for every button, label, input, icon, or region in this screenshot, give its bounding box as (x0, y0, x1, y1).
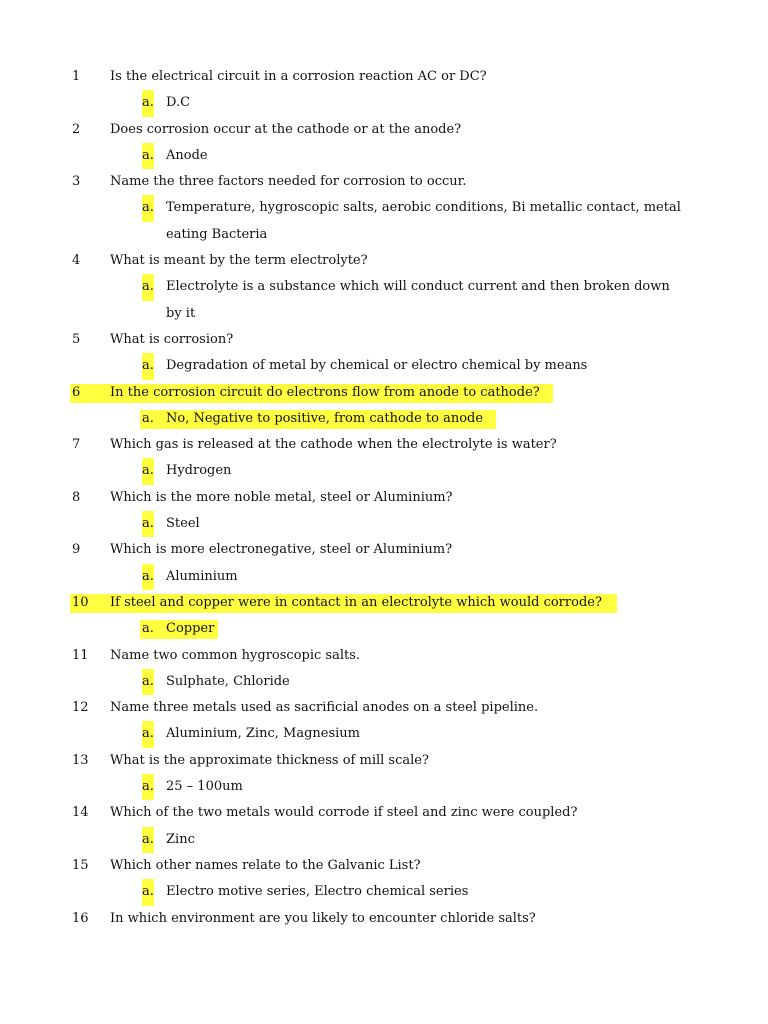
question-text: Which gas is released at the cathode when the electrolyte is water? (110, 437, 557, 453)
question-number: 8 (72, 489, 81, 505)
answer-marker: a. (142, 827, 154, 853)
question-number: 9 (72, 542, 81, 558)
question-row (0, 537, 768, 563)
question-row (0, 906, 768, 932)
question-text: Name three metals used as sacrificial anodes on a steel pipeline. (110, 700, 539, 716)
answer-row (0, 195, 768, 221)
question-text: What is corrosion? (110, 331, 234, 347)
answer-marker: a. (142, 879, 154, 905)
answer-marker: a. (142, 511, 154, 537)
answer-marker: a. (142, 621, 154, 637)
answer-text-continued: eating Bacteria (166, 226, 268, 242)
question-number: 2 (72, 121, 81, 137)
question-number: 13 (72, 752, 89, 768)
question-number: 5 (72, 331, 81, 347)
question-number: 6 (72, 384, 81, 400)
question-text: In which environment are you likely to encounter chloride salts? (110, 910, 536, 926)
answer-text: Sulphate, Chloride (166, 673, 290, 689)
question-text: Does corrosion occur at the cathode or at the anode? (110, 121, 462, 137)
answer-text: Copper (166, 621, 215, 637)
question-number: 15 (72, 857, 89, 873)
question-text: Which is the more noble metal, steel or Aluminium? (110, 489, 453, 505)
answer-row (0, 564, 768, 590)
question-number: 7 (72, 437, 81, 453)
question-text: If steel and copper were in contact in an electrolyte which would corrode? (110, 594, 602, 610)
answer-marker: a. (142, 458, 154, 484)
question-number: 14 (72, 805, 89, 821)
question-number: 12 (72, 700, 89, 716)
answer-marker: a. (142, 143, 154, 169)
question-text: Is the electrical circuit in a corrosion reaction AC or DC? (110, 69, 487, 84)
answer-text: Hydrogen (166, 463, 232, 479)
question-row (0, 432, 768, 458)
question-number: 4 (72, 253, 81, 269)
question-number: 11 (72, 647, 89, 663)
question-row (0, 64, 768, 90)
question-text: Name two common hygroscopic salts. (110, 647, 361, 663)
answer-marker: a. (142, 721, 154, 747)
answer-marker: a. (142, 564, 154, 590)
question-text: Which is more electronegative, steel or Aluminium? (110, 542, 453, 558)
question-text: What is meant by the term electrolyte? (110, 253, 368, 269)
question-text: What is the approximate thickness of mill scale? (110, 752, 429, 768)
answer-row-highlighted (0, 406, 768, 432)
document-page (0, 64, 768, 932)
answer-marker: a. (142, 90, 154, 116)
question-row (0, 248, 768, 274)
answer-marker: a. (142, 274, 154, 300)
answer-continuation-row (0, 301, 768, 327)
answer-continuation-row (0, 222, 768, 248)
question-row (0, 169, 768, 195)
question-row-highlighted (0, 380, 768, 406)
answer-marker: a. (142, 774, 154, 800)
question-text: In the corrosion circuit do electrons flow from anode to cathode? (110, 384, 540, 400)
question-row (0, 327, 768, 353)
answer-row (0, 143, 768, 169)
question-row-highlighted (0, 590, 768, 616)
question-number: 16 (72, 910, 89, 926)
answer-text: D.C (166, 95, 191, 111)
answer-text: Electro motive series, Electro chemical series (166, 884, 469, 900)
question-row (0, 853, 768, 879)
question-row (0, 117, 768, 143)
question-row (0, 643, 768, 669)
answer-text: Zinc (166, 831, 195, 847)
question-number: 1 (72, 69, 81, 84)
question-row (0, 800, 768, 826)
answer-marker: a. (142, 410, 154, 426)
answer-row (0, 669, 768, 695)
answer-row (0, 879, 768, 905)
answer-text: Aluminium (166, 568, 238, 584)
question-text: Which of the two metals would corrode if steel and zinc were coupled? (110, 805, 578, 821)
answer-text-continued: by it (166, 305, 196, 321)
answer-text: Degradation of metal by chemical or electro chemical by means (166, 358, 588, 374)
answer-text: No, Negative to positive, from cathode to anode (166, 410, 484, 426)
answer-text: Temperature, hygroscopic salts, aerobic conditions, Bi metallic contact, metal (166, 200, 681, 216)
question-text: Which other names relate to the Galvanic List? (110, 857, 421, 873)
answer-text: Steel (166, 516, 200, 532)
answer-marker: a. (142, 195, 154, 221)
answer-row (0, 458, 768, 484)
answer-row-highlighted (0, 616, 768, 642)
question-row (0, 695, 768, 721)
question-number: 3 (72, 174, 81, 190)
answer-row (0, 353, 768, 379)
answer-row (0, 774, 768, 800)
question-row (0, 485, 768, 511)
answer-text: Anode (166, 147, 208, 163)
question-row (0, 748, 768, 774)
answer-row (0, 274, 768, 300)
answer-row (0, 90, 768, 116)
question-number: 10 (72, 594, 89, 610)
answer-marker: a. (142, 353, 154, 379)
answer-text: Electrolyte is a substance which will conduct current and then broken down (166, 279, 670, 295)
answer-text: Aluminium, Zinc, Magnesium (166, 726, 360, 742)
question-text: Name the three factors needed for corrosion to occur. (110, 174, 467, 190)
answer-text: 25 – 100um (166, 779, 243, 795)
answer-row (0, 827, 768, 853)
answer-marker: a. (142, 669, 154, 695)
answer-row (0, 511, 768, 537)
answer-row (0, 721, 768, 747)
